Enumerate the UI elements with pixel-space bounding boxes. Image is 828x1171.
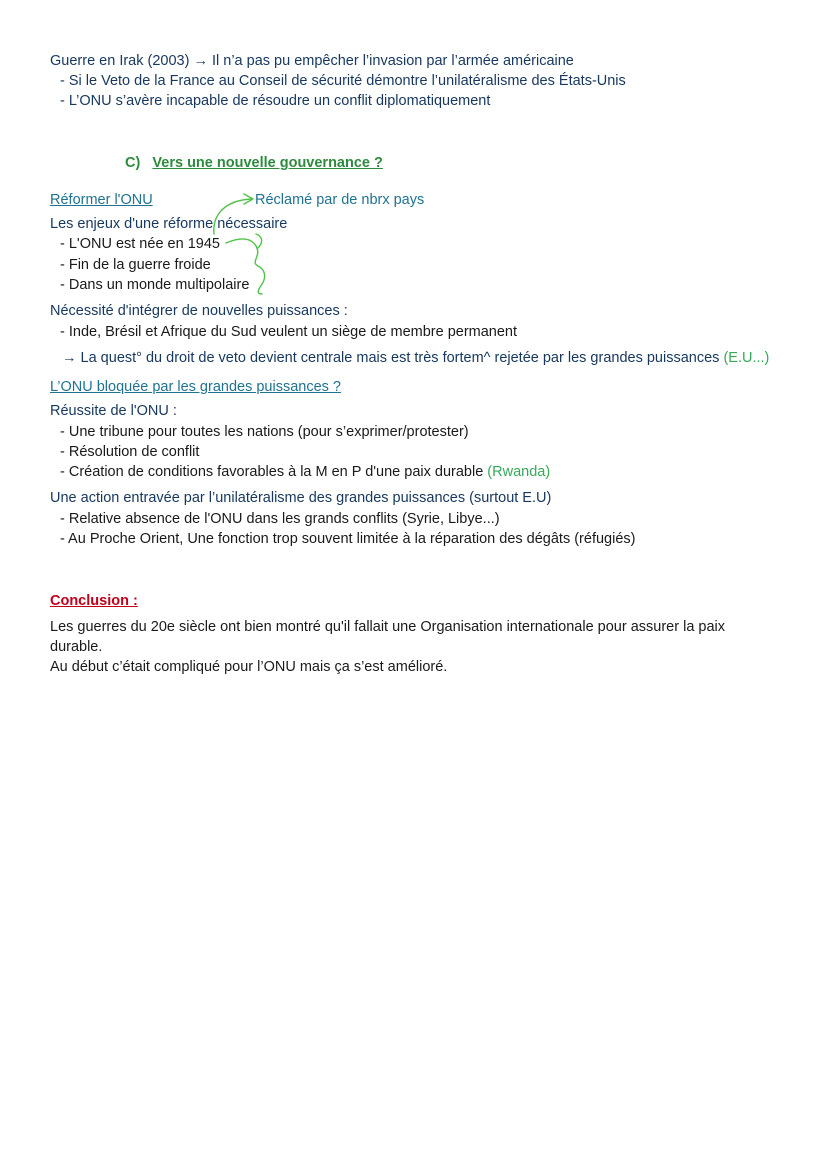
success-item-2: - Résolution de conflit [60, 444, 200, 460]
powers-item: - Inde, Brésil et Afrique du Sud veulent un siège de membre permanent [60, 324, 518, 340]
hindered-title: Une action entravée par l’unilatéralisme des grandes puissances (surtout E.U) [50, 490, 552, 506]
hindered-item-2: - Au Proche Orient, Une fonction trop souvent limitée à la réparation des dégâts (réfugiés) [60, 531, 636, 547]
conclusion-line-1: Les guerres du 20e siècle ont bien montré qu'il fallait une Organisation internationale pour assurer la paix [50, 619, 726, 635]
success-item-3-text: - Création de conditions favorables à la M en P d'une paix durable [60, 464, 484, 480]
veto-text: → La quest° du droit de veto devient centrale mais est très fortem^ rejetée par les grandes puissances [62, 350, 720, 366]
reform-annotation: Réclamé par de nbrx pays [255, 192, 425, 208]
powers-title: Nécessité d'intégrer de nouvelles puissances : [50, 303, 348, 319]
stakes-title: Les enjeux d'une réforme nécessaire [50, 216, 288, 232]
conclusion-line-2: durable. [50, 639, 103, 655]
success-item-1: - Une tribune pour toutes les nations (pour s’exprimer/protester) [60, 424, 469, 440]
annotation-hook [256, 234, 262, 248]
conclusion-line-3: Au début c’était compliqué pour l’ONU mais ça s’est amélioré. [50, 659, 448, 675]
section-c-title: Vers une nouvelle gouvernance ? [152, 155, 383, 171]
annotation-arrowhead [244, 194, 253, 204]
intro-item-1: - Si le Veto de la France au Conseil de sécurité démontre l’unilatéralisme des États-Unis [60, 73, 626, 89]
blocked-heading: L’ONU bloquée par les grandes puissances ? [50, 379, 341, 395]
reform-heading: Réformer l'ONU [50, 192, 153, 208]
veto-note: (E.U...) [723, 350, 770, 366]
stakes-item-2: - Fin de la guerre froide [60, 257, 211, 273]
stakes-item-1: - L'ONU est née en 1945 [60, 236, 220, 252]
section-c-letter: C) [125, 155, 141, 171]
success-item-3 [60, 462, 550, 482]
section-c-heading [125, 153, 383, 173]
success-title: Réussite de l'ONU : [50, 403, 177, 419]
veto-line [62, 348, 769, 368]
intro-title: Guerre en Irak (2003) → Il n’a pas pu empêcher l’invasion par l’armée américaine [50, 53, 574, 69]
intro-item-2: - L’ONU s’avère incapable de résoudre un conflit diplomatiquement [60, 93, 491, 109]
stakes-item-3: - Dans un monde multipolaire [60, 277, 250, 293]
success-note: (Rwanda) [487, 464, 551, 480]
hindered-item-1: - Relative absence de l'ONU dans les grands conflits (Syrie, Libye...) [60, 511, 500, 527]
conclusion-heading: Conclusion : [50, 593, 138, 609]
